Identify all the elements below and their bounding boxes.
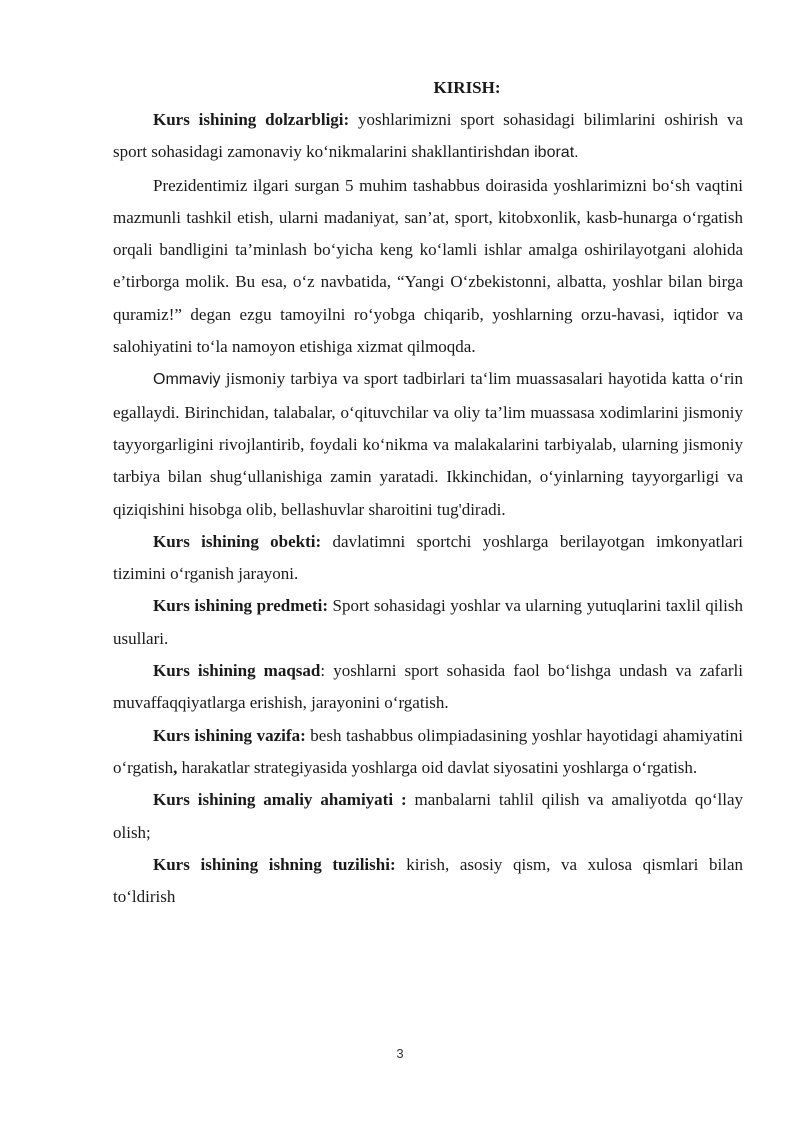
paragraph-relevance [113, 104, 743, 170]
mass-sport-lead: Ommaviy [153, 371, 221, 389]
subject-label: Kurs ishining predmeti: [153, 596, 329, 616]
practical-significance-text: manbalarni tahlil qilish va amaliyotda qo‘llay olish; [113, 790, 743, 842]
subject-text: Sport sohasidagi yoshlar va ularning yutuqlarini taxlil qilish usullari. [113, 596, 743, 648]
paragraph-practical-significance [113, 784, 743, 849]
object-text: davlatimni sportchi yoshlarga berilayotgan imkonyatlari tizimini o‘rganish jarayoni. [113, 531, 743, 584]
relevance-text-tail: dan iborat. [502, 144, 579, 162]
tasks-text-2: harakatlar strategiyasida yoshlarga oid davlat siyosatini yoshlarga o‘rgatish. [177, 757, 698, 777]
president-initiatives-text: Prezidentimiz ilgari surgan 5 muhim tashabbus doirasida yoshlarimizni bo‘sh vaqtini mazmunli tashkil etish, ularni madaniyat, san’at, sport, kitobxonlik, kasb-hunarga o‘rgatish orqali bandligini ta’minlash bo‘yicha keng ko‘lamli ishlar amalga oshirilayotgani alohida e’tirborga molik. Bu esa, o‘z navbatida, “Yangi O‘zbekistonni, albatta, yoshlar bilan birga quramiz!” degan ezgu tamoyilni ro‘yobga chiqarib, yoshlarning orzu-havasi, iqtidor va salohiyatini to‘la namoyon etishiga xizmat qilmoqda. [113, 175, 743, 357]
paragraph-tasks [113, 720, 743, 785]
tasks-comma: , [173, 757, 178, 777]
document-body [113, 72, 743, 913]
page-number: 3 [396, 1046, 404, 1061]
structure-label: Kurs ishining ishning tuzilishi: [153, 854, 396, 874]
paragraph-object [113, 526, 743, 591]
tasks-label: Kurs ishining vazifa: [153, 725, 306, 745]
paragraph-mass-sport [113, 363, 743, 525]
paragraph-goal [113, 655, 743, 720]
practical-significance-label: Kurs ishining amaliy ahamiyati : [153, 790, 407, 810]
goal-text: : yoshlarni sport sohasida faol bo‘lishga undash va zafarli muvaffaqqiyatlarga erishish, jarayonini o‘rgatish. [113, 661, 743, 713]
relevance-text: yoshlarimizni sport sohasidagi bilimlarini oshirish va sport sohasidagi zamonaviy ko‘nikmalarini shakllantirish [113, 110, 744, 162]
goal-label: Kurs ishining maqsad [153, 661, 321, 681]
page-heading: KIRISH: [433, 78, 501, 97]
tasks-text-1: besh tashabbus olimpiadasining yoshlar hayotidagi ahamiyatini o‘rgatish [113, 725, 743, 777]
mass-sport-text: jismoniy tarbiya va sport tadbirlari ta‘lim muassasalari hayotida katta o‘rin egallaydi. Birinchidan, talabalar, o‘qituvchilar va oliy ta’lim muassasa xodimlarini jismoniy tayyorgarligini rivojlantirib, foydali ko‘nikma va malakalarini tarbiyalab, ularning jismoniy tarbiya bilan shug‘ullanishiga zamin yaratadi. Ikkinchidan, o‘yinlarning tayyorgarligi va qiziqishini hisobga olib, bellashuvlar sharoitini tug'diradi. [113, 369, 743, 519]
paragraph-subject [113, 590, 743, 655]
relevance-label: Kurs ishining dolzarbligi: [153, 110, 350, 129]
paragraph-structure [113, 849, 743, 914]
paragraph-president-initiatives [113, 170, 743, 364]
object-label: Kurs ishining obekti: [153, 531, 322, 551]
structure-text: kirish, asosiy qism, va xulosa qismlari bilan to‘ldirish [113, 854, 744, 907]
